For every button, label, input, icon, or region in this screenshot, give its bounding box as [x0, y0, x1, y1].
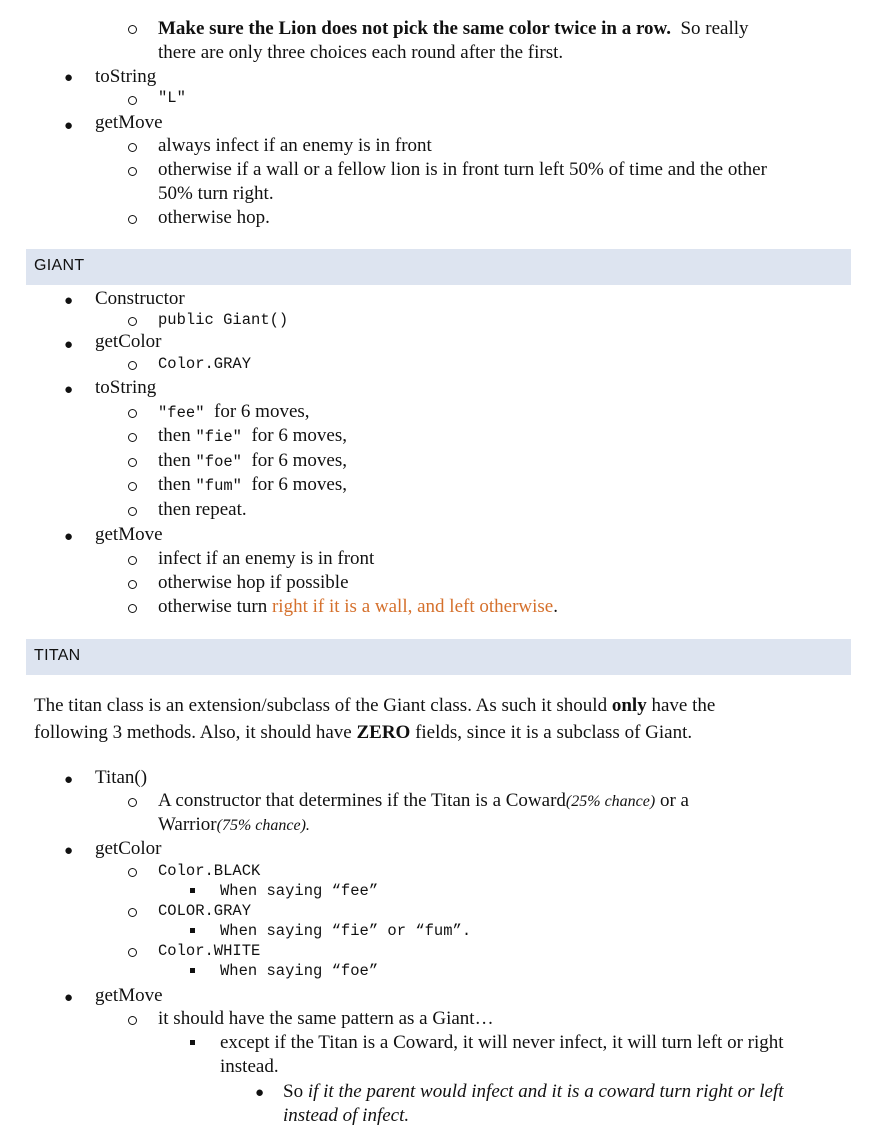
lion-pick-rule: Make sure the Lion does not pick the same color twice in a row. So really [158, 18, 749, 39]
sub-bullet [128, 409, 137, 418]
titan-getmove-label: getMove [95, 985, 163, 1006]
giant-tostring-1: "fee" for 6 moves, [158, 401, 310, 422]
giant-constructor-code: public Giant() [158, 311, 289, 329]
giant-header-text: GIANT [34, 257, 85, 274]
lion-tostring-label: toString [95, 66, 157, 87]
bullet: ● [64, 843, 74, 859]
lion-getmove-label: getMove [95, 112, 163, 133]
titan-ctor-label: Titan() [95, 767, 148, 788]
titan-color-gray: COLOR.GRAY [158, 902, 252, 920]
sub-sub-bullet [190, 928, 195, 933]
sub-bullet [128, 482, 137, 491]
titan-getmove-2-cont: instead. [220, 1056, 279, 1077]
titan-intro-line-1: The titan class is an extension/subclass of the Giant class. As such it should only have the [34, 695, 716, 716]
bullet: ● [64, 293, 74, 309]
sub-bullet [128, 580, 137, 589]
sub-bullet [128, 868, 137, 877]
titan-intro-line-2: following 3 methods. Also, it should have ZERO fields, since it is a subclass of Giant. [34, 722, 693, 743]
giant-getcolor-label: getColor [95, 331, 162, 352]
sub-bullet [128, 143, 137, 152]
sub-bullet [128, 604, 137, 613]
sub-bullet [128, 433, 137, 442]
titan-getcolor-label: getColor [95, 838, 162, 859]
bullet: ● [64, 337, 74, 353]
sub-bullet [128, 948, 137, 957]
giant-section-header [26, 249, 851, 285]
bullet: ● [64, 990, 74, 1006]
sub-sub-bullet [190, 1040, 195, 1045]
giant-tostring-5: then repeat. [158, 499, 247, 520]
sub-bullet [128, 361, 137, 370]
bullet: ● [64, 382, 74, 398]
giant-move-2: otherwise hop if possible [158, 572, 349, 593]
titan-color-white: Color.WHITE [158, 942, 261, 960]
titan-ctor-desc-cont: Warrior(75% chance). [158, 814, 310, 835]
sub-sub-bullet [190, 888, 195, 893]
titan-getmove-1: it should have the same pattern as a Giant… [158, 1008, 494, 1029]
titan-color-gray-when: When saying “fie” or “fum”. [220, 922, 472, 940]
titan-getmove-3-cont: instead of infect. [283, 1105, 410, 1126]
lion-move-2: otherwise if a wall or a fellow lion is in front turn left 50% of time and the other [158, 159, 767, 180]
bullet: ● [64, 118, 74, 134]
giant-tostring-2: then "fie" for 6 moves, [158, 425, 347, 446]
bullet: ● [255, 1085, 265, 1101]
lion-pick-rule-cont: there are only three choices each round after the first. [158, 42, 564, 63]
titan-getmove-2: except if the Titan is a Coward, it will never infect, it will turn left or right [220, 1032, 784, 1053]
titan-color-black: Color.BLACK [158, 862, 261, 880]
titan-color-black-when: When saying “fee” [220, 882, 379, 900]
sub-bullet [128, 458, 137, 467]
sub-bullet [128, 1016, 137, 1025]
titan-header-text: TITAN [34, 647, 81, 664]
bullet: ● [64, 529, 74, 545]
sub-bullet [128, 798, 137, 807]
lion-tostring-value: "L" [158, 89, 186, 107]
giant-tostring-label: toString [95, 377, 157, 398]
lion-move-1: always infect if an enemy is in front [158, 135, 432, 156]
bullet: ● [64, 772, 74, 788]
giant-tostring-3: then "foe" for 6 moves, [158, 450, 347, 471]
titan-section-header [26, 639, 851, 675]
bullet: ● [64, 70, 74, 86]
sub-bullet [128, 908, 137, 917]
sub-bullet [128, 317, 137, 326]
giant-move-3: otherwise turn right if it is a wall, and left otherwise. [158, 596, 558, 617]
titan-color-white-when: When saying “foe” [220, 962, 379, 980]
titan-getmove-3: So if it the parent would infect and it is a coward turn right or left [283, 1081, 784, 1102]
giant-getcolor-code: Color.GRAY [158, 355, 252, 373]
titan-ctor-desc: A constructor that determines if the Titan is a Coward(25% chance) or a [158, 790, 689, 811]
sub-bullet [128, 25, 137, 34]
sub-bullet [128, 96, 137, 105]
lion-move-2-cont: 50% turn right. [158, 183, 274, 204]
sub-bullet [128, 556, 137, 565]
giant-getmove-label: getMove [95, 524, 163, 545]
sub-bullet [128, 215, 137, 224]
sub-bullet [128, 507, 137, 516]
lion-move-3: otherwise hop. [158, 207, 270, 228]
sub-sub-bullet [190, 968, 195, 973]
sub-bullet [128, 167, 137, 176]
giant-constructor-label: Constructor [95, 288, 185, 309]
giant-tostring-4: then "fum" for 6 moves, [158, 474, 347, 495]
giant-move-1: infect if an enemy is in front [158, 548, 375, 569]
